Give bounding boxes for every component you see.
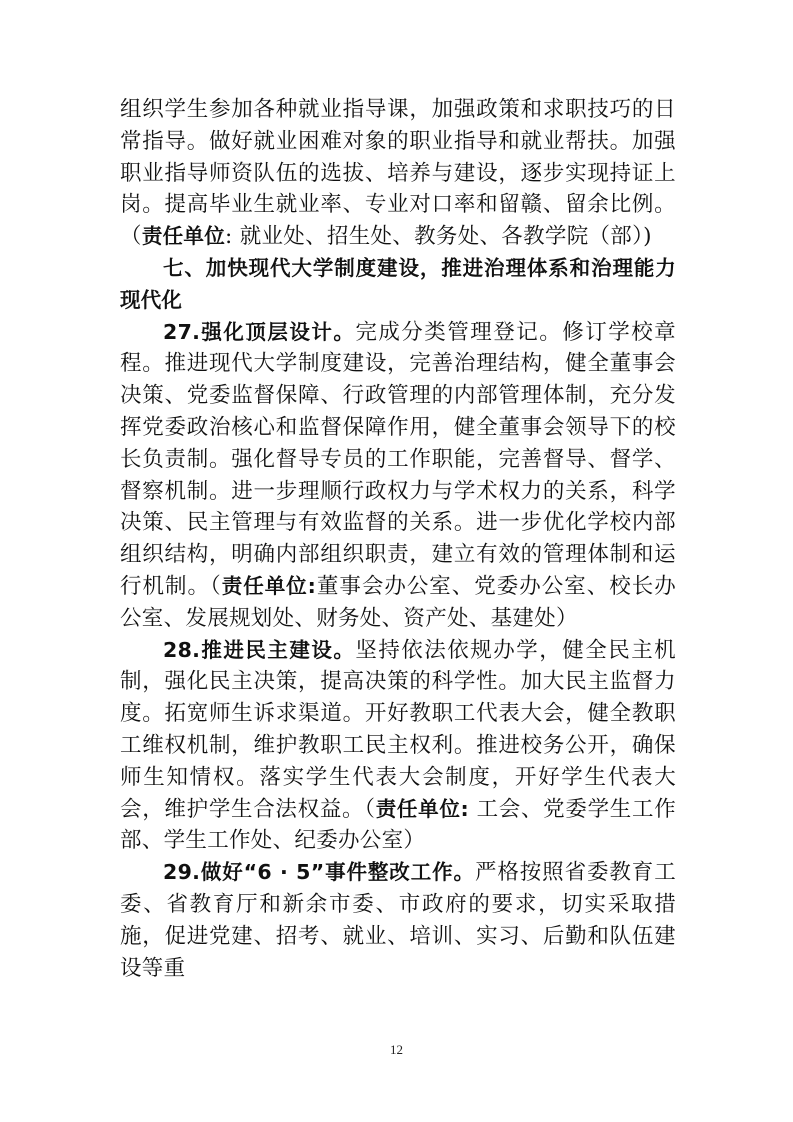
responsibility-units: : 就业处、招生处、教务处、各教学院（部）): [225, 224, 652, 250]
item-28-responsibility-open: （: [364, 796, 376, 822]
item-27-text: 完成分类管理登记。修订学校章程。推进现代大学制度建设，完善治理结构，健全董事会决策、党委监督保障、行政管理的内部管理体制，充分发挥党委政治核心和监督保障作用，健全董事会领导下的校长负责制。强化督导专员的工作职能，完善督导、督学、督察机制。进一步理顺行政权力与学术权力的关系，科学决策、民主管理与有效监督的关系。进一步优化学校内部组织结构，明确内部组织职责，建立有效的管理体制和运行机制。: [120, 319, 676, 599]
responsibility-label: 责任单位: [141, 224, 226, 249]
item-27-title: 27.强化顶层设计。: [163, 319, 356, 344]
item-29-text: 严格按照省委教育工委、省教育厅和新余市委、市政府的要求，切实采取措施，促进党建、招考、就业、培训、实习、后勤和队伍建设等重: [120, 860, 676, 981]
item-28-responsibility-units: 工会、党委学生工作部、学生工作处、纪委办公室）: [120, 796, 676, 854]
item-29-paragraph: [120, 857, 676, 984]
item-28-title: 28.推进民主建设。: [163, 637, 356, 662]
page-number: 12: [390, 1042, 403, 1057]
item-27-responsibility-label: 责任单位:: [221, 573, 317, 598]
responsibility-open-paren: （: [120, 224, 142, 250]
intro-paragraph: [120, 94, 676, 253]
document-body: [120, 94, 676, 984]
item-27-responsibility-units: 董事会办公室、党委办公室、校长办公室、发展规划处、财务处、资产处、基建处）: [120, 573, 676, 631]
item-28-text: 坚持依法依规办学，健全民主机制，强化民主决策，提高决策的科学性。加大民主监督力度。拓宽师生诉求渠道。开好教职工代表大会，健全教职工维权机制，维护教职工民主权利。推进校务公开，确保师生知情权。落实学生代表大会制度，开好学生代表大会，维护学生合法权益。: [120, 637, 676, 822]
item-27-responsibility-open: （: [209, 573, 222, 599]
item-27-paragraph: [120, 317, 676, 635]
item-28-paragraph: [120, 635, 676, 858]
section-heading: 七、加快现代大学制度建设，推进治理体系和治理能力现代化: [120, 255, 676, 312]
intro-text: 组织学生参加各种就业指导课，加强政策和求职技巧的日常指导。做好就业困难对象的职业指导和就业帮扶。加强职业指导师资队伍的选拔、培养与建设，逐步实现持证上岗。提高毕业生就业率、专业对口率和留赣、留余比例。: [120, 97, 676, 218]
item-28-responsibility-label: 责任单位:: [375, 796, 470, 821]
item-29-title: 29.做好“6 · 5”事件整改工作。: [163, 860, 475, 885]
